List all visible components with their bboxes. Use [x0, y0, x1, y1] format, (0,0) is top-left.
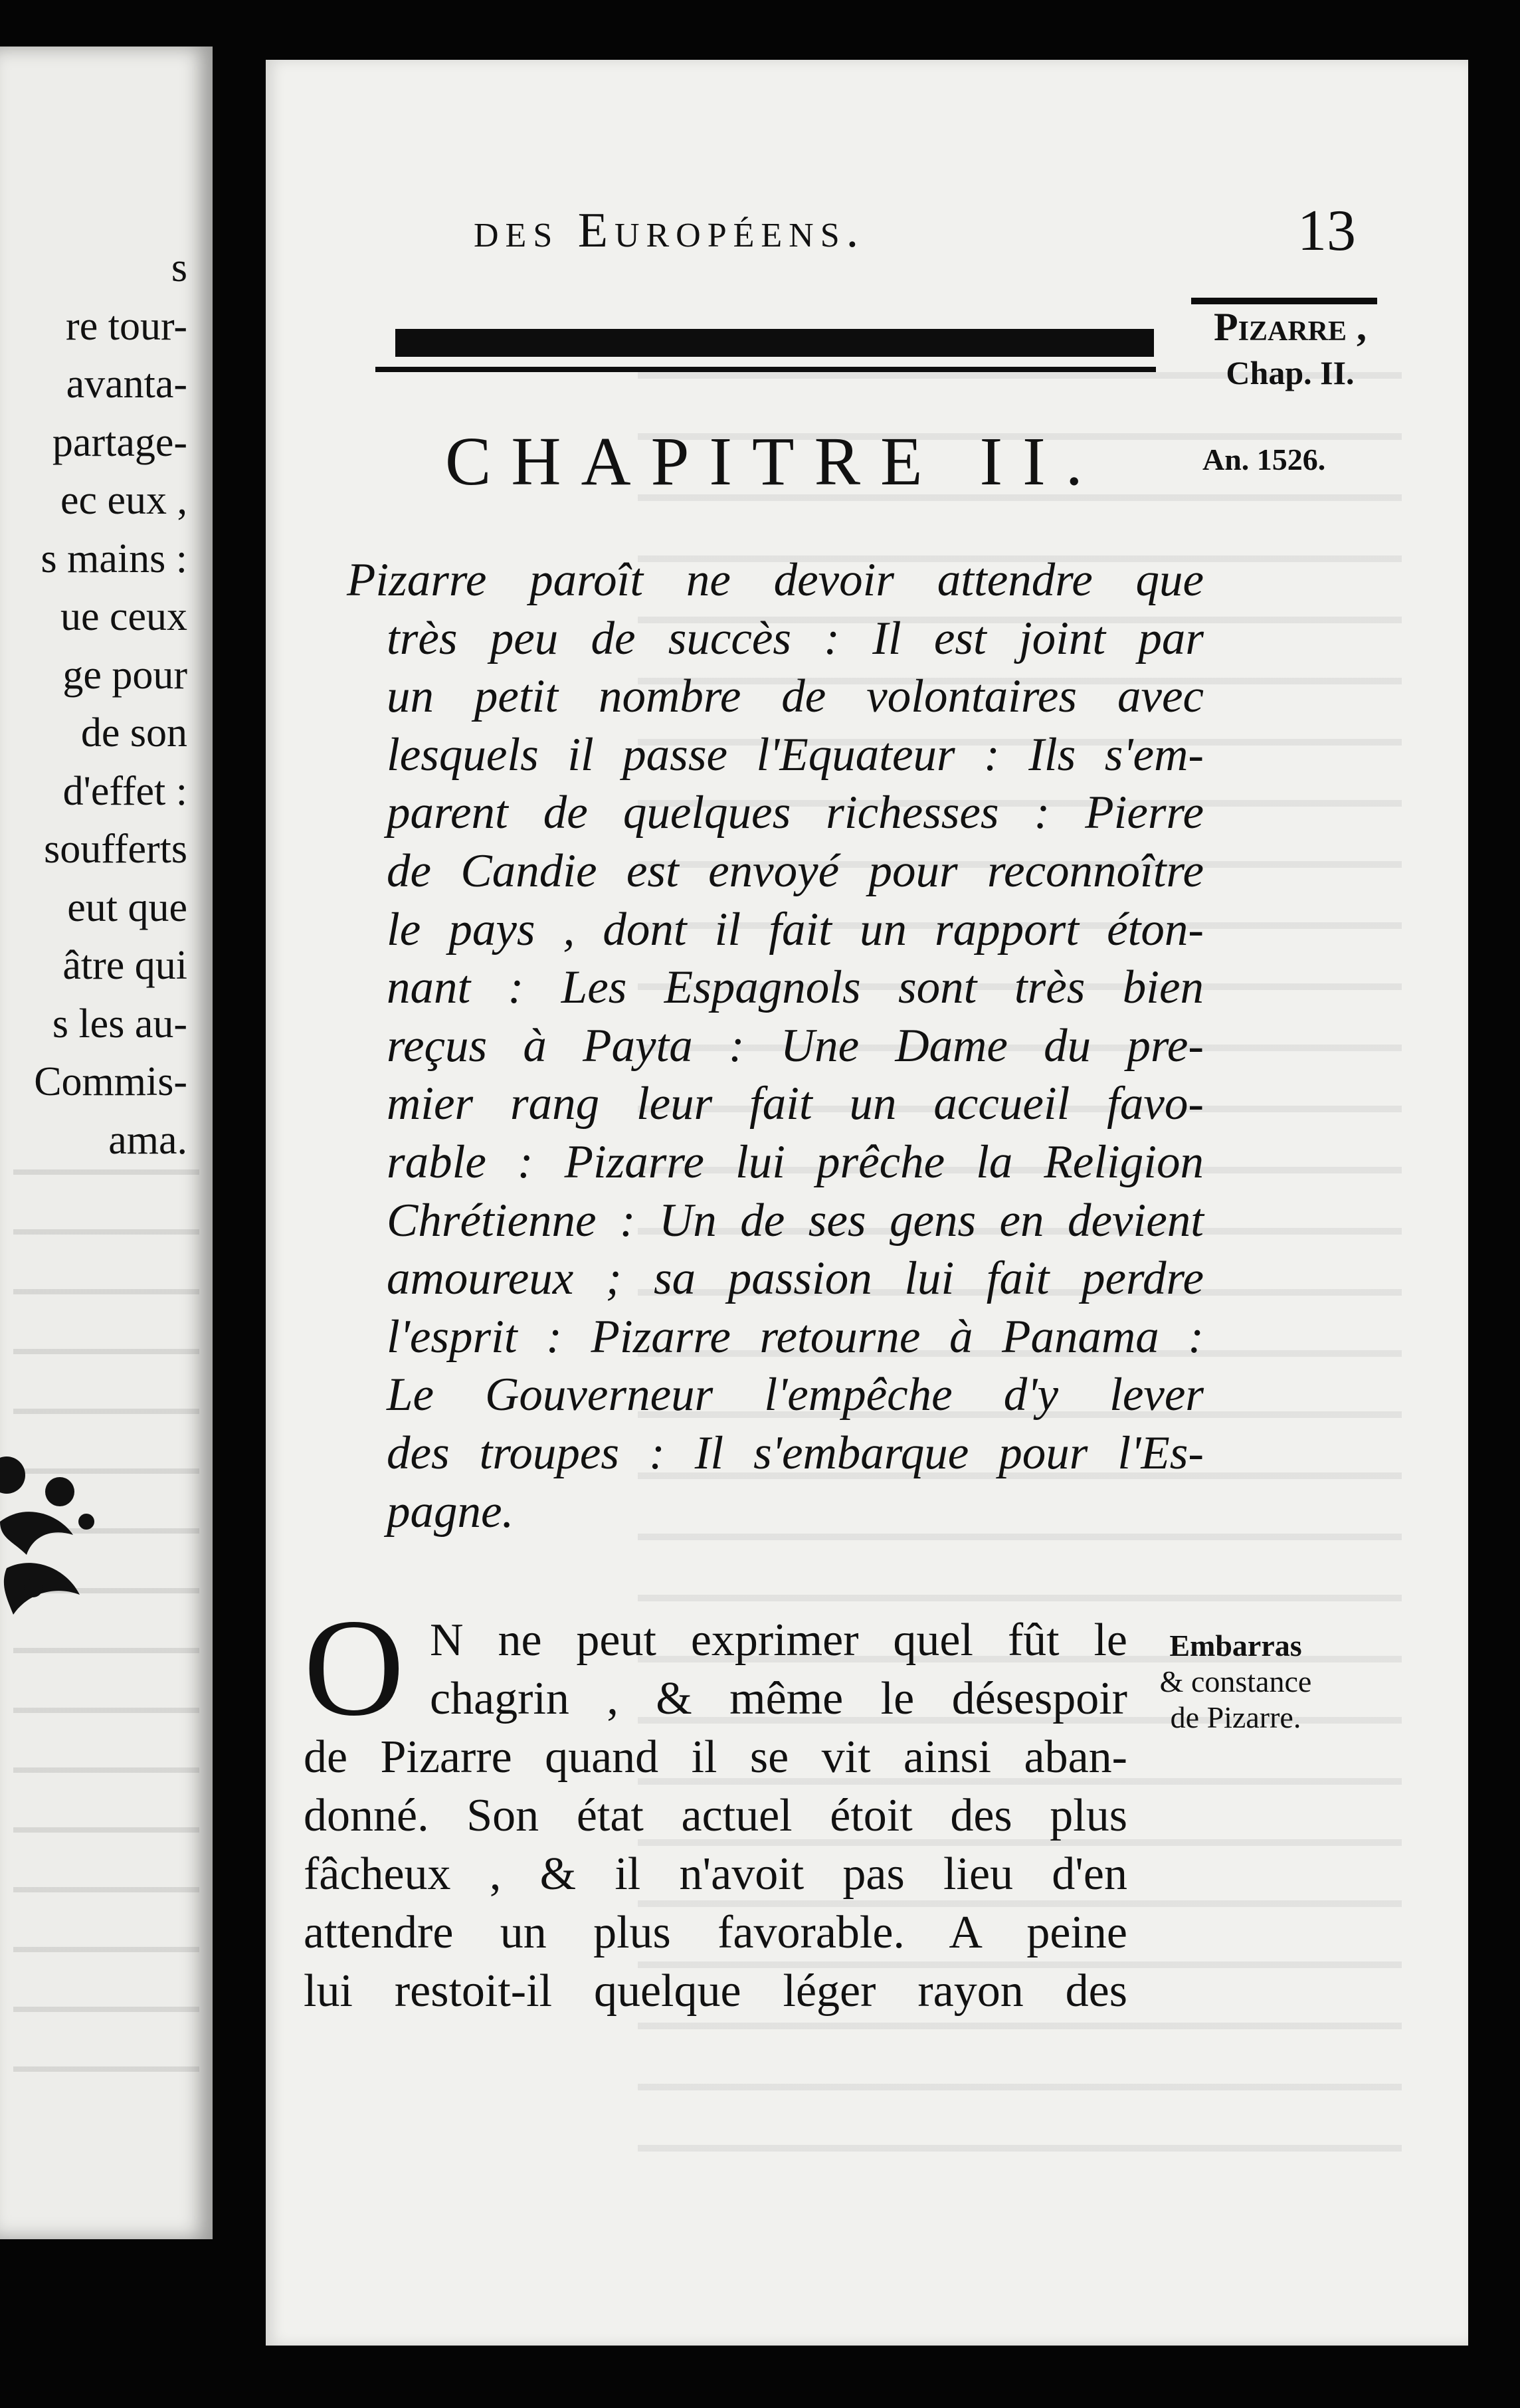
text-line: partage-	[52, 419, 187, 465]
summary-line: Chrétienne : Un de ses gens en devient	[387, 1194, 1204, 1247]
text-line: ge pour	[62, 652, 187, 698]
text-line: soufferts	[44, 827, 187, 872]
summary-line: des troupes : Il s'embarque pour l'Es-	[387, 1427, 1204, 1479]
body-line: de Pizarre quand il se vit ainsi aban-	[304, 1732, 1127, 1783]
margin-note-line: de Pizarre.	[1170, 1700, 1301, 1734]
text-line: ec eux ,	[60, 478, 187, 523]
summary-line: de Candie est envoyé pour reconnoître	[387, 845, 1204, 897]
summary-line: mier rang leur fait un accueil favo-	[387, 1078, 1204, 1130]
margin-subject: Pizarre ,	[1213, 305, 1367, 349]
book-page	[266, 60, 1468, 2346]
header-rule-thin	[375, 367, 1156, 372]
text-line: ue ceux	[60, 594, 187, 639]
text-line: eut que	[67, 884, 187, 930]
body-line: attendre un plus favorable. A peine	[304, 1907, 1127, 1958]
margin-note-line: Embarras	[1169, 1629, 1302, 1662]
summary-line: très peu de succès : Il est joint par	[387, 612, 1204, 664]
fleuron-ornament-icon	[0, 1429, 100, 1628]
summary-line: le pays , dont il fait un rapport éton-	[387, 903, 1204, 955]
margin-running-head	[1177, 302, 1403, 394]
previous-page-text	[34, 239, 187, 1169]
chapter-summary	[347, 552, 1204, 1541]
summary-line: lesquels il passe l'Equateur : Ils s'em-	[387, 728, 1204, 781]
body-line: chagrin , & même le désespoir	[430, 1673, 1127, 1724]
margin-note-line: & constance	[1159, 1664, 1312, 1698]
body-paragraph	[304, 1611, 1127, 2021]
margin-chapter: Chap. II.	[1226, 354, 1355, 391]
header-rule-thick	[395, 329, 1154, 357]
summary-line: reçus à Payta : Une Dame du pre-	[387, 1019, 1204, 1072]
summary-line: amoureux ; sa passion lui fait perdre	[387, 1253, 1204, 1305]
summary-line: parent de quelques richesses : Pierre	[387, 787, 1204, 839]
chapter-heading: CHAPITRE II.	[445, 423, 1103, 500]
running-title: des Européens.	[474, 203, 866, 258]
text-line: âtre qui	[62, 943, 187, 988]
body-line: lui restoit-il quelque léger rayon des	[304, 1965, 1127, 2017]
text-line: Commis-	[34, 1059, 187, 1104]
text-line: ama.	[108, 1117, 187, 1163]
text-line: re tour-	[66, 303, 187, 349]
summary-line: Pizarre paroît ne devoir attendre que	[347, 554, 1204, 606]
text-line: avanta-	[66, 361, 187, 407]
text-line: s mains :	[41, 536, 187, 581]
summary-line: pagne.	[387, 1485, 514, 1538]
body-line: N ne peut exprimer quel fût le	[430, 1615, 1127, 1666]
summary-line: l'esprit : Pizarre retourne à Panama :	[387, 1310, 1204, 1363]
summary-line: rable : Pizarre lui prêche la Religion	[387, 1136, 1204, 1188]
text-line: d'effet :	[62, 768, 187, 814]
page-number: 13	[1297, 199, 1356, 263]
summary-line: un petit nombre de volontaires avec	[387, 670, 1204, 723]
margin-note	[1136, 1628, 1335, 1736]
running-header	[474, 199, 1404, 282]
summary-line: Le Gouverneur l'empêche d'y lever	[387, 1369, 1204, 1421]
drop-cap: O	[304, 1591, 405, 1745]
previous-page	[0, 47, 213, 2239]
body-line: donné. Son état actuel étoit des plus	[304, 1790, 1127, 1841]
summary-line: nant : Les Espagnols sont très bien	[387, 961, 1204, 1014]
margin-year: An. 1526.	[1202, 443, 1326, 476]
text-line: s les au-	[52, 1001, 187, 1047]
text-line: de son	[80, 710, 187, 755]
text-line: s	[171, 245, 187, 290]
body-line: fâcheux , & il n'avoit pas lieu d'en	[304, 1849, 1127, 1900]
